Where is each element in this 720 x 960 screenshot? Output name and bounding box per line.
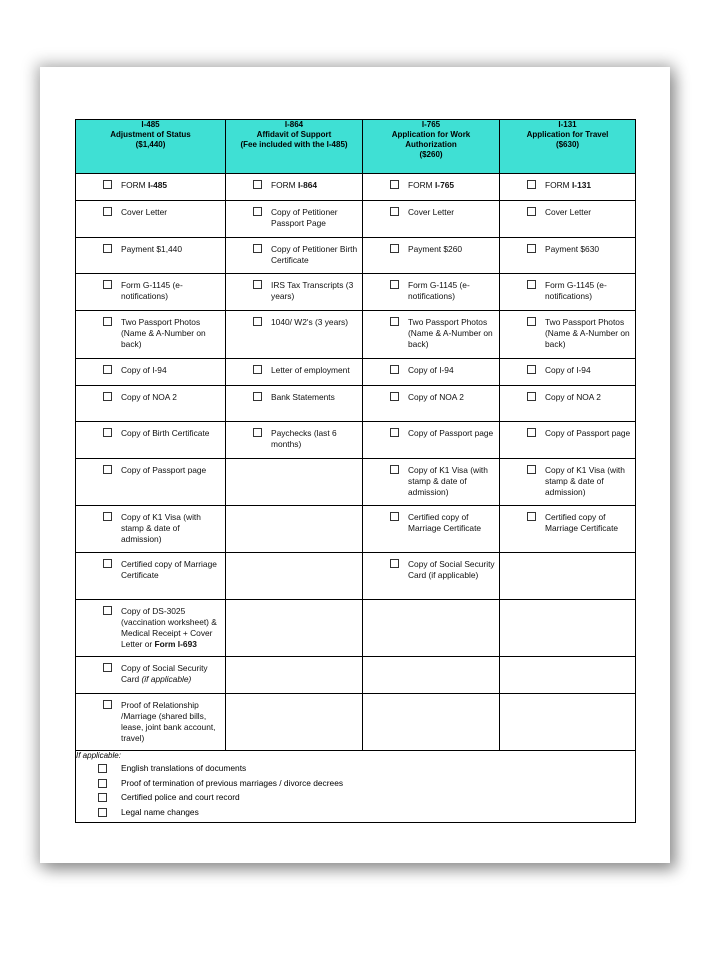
checklist-item (226, 274, 362, 302)
checklist-item (363, 274, 499, 302)
checkbox[interactable] (527, 512, 536, 521)
checkbox[interactable] (98, 808, 107, 817)
checklist-item (76, 201, 225, 218)
checklist-item (500, 422, 635, 439)
table-cell (226, 174, 363, 201)
checklist-item (226, 238, 362, 266)
table-cell (363, 201, 500, 238)
checklist-item-label: Copy of NOA 2 (408, 392, 464, 402)
checklist-item-label: Two Passport Photos (Name & A-Number on back) (545, 317, 630, 349)
checklist-item (363, 553, 499, 581)
checklist-item (76, 553, 225, 581)
checklist-item (363, 386, 499, 403)
table-row (76, 459, 636, 506)
checklist-item-label: Cover Letter (408, 207, 455, 217)
checklist-item-label: Letter of employment (271, 365, 350, 375)
checklist-table (75, 119, 636, 823)
table-cell (226, 422, 363, 459)
table-cell (76, 174, 226, 201)
column-header-line: Application for Travel (526, 130, 609, 139)
checklist-item (76, 311, 225, 350)
checkbox[interactable] (253, 280, 262, 289)
checklist-item (500, 311, 635, 350)
checklist-item-label: Certified copy of Marriage Certificate (408, 512, 482, 533)
table-cell (76, 274, 226, 311)
column-header-line: ($260) (419, 150, 443, 159)
checkbox[interactable] (390, 512, 399, 521)
checklist-item (76, 386, 225, 403)
checkbox[interactable] (390, 280, 399, 289)
checklist-item (76, 694, 225, 744)
table-cell (500, 459, 636, 506)
column-header-line: Authorization (405, 140, 457, 149)
checklist-item (226, 201, 362, 229)
table-cell (363, 359, 500, 386)
checklist-item-label: Two Passport Photos (Name & A-Number on back) (408, 317, 493, 349)
checklist-item (500, 459, 635, 498)
checkbox[interactable] (103, 512, 112, 521)
table-cell (500, 506, 636, 553)
table-cell (500, 422, 636, 459)
checkbox[interactable] (103, 365, 112, 374)
checkbox[interactable] (527, 180, 536, 189)
checklist-item (500, 359, 635, 376)
checkbox[interactable] (103, 180, 112, 189)
header-row (76, 120, 636, 174)
checkbox[interactable] (103, 606, 112, 615)
column-header-line: I-485 (141, 120, 160, 129)
if-applicable-section (76, 751, 636, 823)
checklist-item (363, 174, 499, 191)
checkbox[interactable] (527, 428, 536, 437)
checkbox[interactable] (253, 365, 262, 374)
table-cell (363, 694, 500, 751)
checklist-item (76, 274, 225, 302)
checkbox[interactable] (253, 428, 262, 437)
checklist-item-label: Copy of K1 Visa (with stamp & date of admission) (408, 465, 488, 497)
column-header-line: I-131 (558, 120, 577, 129)
checklist-item-label: FORM I-485 (121, 180, 168, 190)
checklist-item-label: Copy of I-94 (121, 365, 167, 375)
checklist-item-label: Copy of Passport page (545, 428, 631, 438)
table-cell (363, 386, 500, 422)
table-cell (363, 422, 500, 459)
column-header-line: Application for Work (391, 130, 471, 139)
checklist-item-label: Copy of K1 Visa (with stamp & date of admission) (121, 512, 201, 544)
checklist-item (226, 386, 362, 403)
table-cell (500, 386, 636, 422)
checkbox[interactable] (98, 764, 107, 773)
checklist-item (363, 359, 499, 376)
checkbox[interactable] (103, 280, 112, 289)
table-cell (363, 459, 500, 506)
checklist-item-label: Two Passport Photos (Name & A-Number on back) (121, 317, 206, 349)
table-cell (226, 386, 363, 422)
checklist-item-label: Copy of NOA 2 (121, 392, 177, 402)
checklist-item-label: Certified copy of Marriage Certificate (545, 512, 619, 533)
table-row (76, 359, 636, 386)
table-cell (500, 274, 636, 311)
checkbox[interactable] (527, 465, 536, 474)
checklist-item-label: Copy of NOA 2 (545, 392, 601, 402)
table-cell (76, 201, 226, 238)
checkbox[interactable] (527, 317, 536, 326)
checklist-item-label: Copy of Social Security Card (if applicable) (408, 559, 495, 580)
checklist-item-label: Bank Statements (271, 392, 335, 402)
checklist-item (363, 238, 499, 255)
column-header-2 (363, 120, 500, 174)
table-cell (363, 506, 500, 553)
checklist-item-label: Copy of I-94 (408, 365, 454, 375)
checklist-item (500, 201, 635, 218)
checkbox[interactable] (527, 244, 536, 253)
table-cell (500, 359, 636, 386)
checkbox[interactable] (390, 317, 399, 326)
checklist-item-label: IRS Tax Transcripts (3 years) (271, 280, 354, 301)
if-applicable-item (76, 763, 635, 778)
checkbox[interactable] (103, 392, 112, 401)
if-applicable-item-label: Certified police and court record (121, 792, 240, 803)
table-cell (226, 359, 363, 386)
table-cell (76, 459, 226, 506)
table-row (76, 553, 636, 600)
checklist-item (226, 311, 362, 328)
checklist-item-label: Copy of Petitioner Passport Page (271, 207, 338, 228)
checklist-item (76, 359, 225, 376)
checkbox[interactable] (390, 465, 399, 474)
checklist-item-label: Certified copy of Marriage Certificate (121, 559, 217, 580)
footer-row (76, 751, 636, 823)
checklist-item (76, 422, 225, 439)
column-header-line: ($1,440) (135, 140, 166, 149)
checkbox[interactable] (98, 779, 107, 788)
checklist-item (363, 459, 499, 498)
checkbox[interactable] (103, 244, 112, 253)
if-applicable-item-label: English translations of documents (121, 763, 247, 773)
table-cell (363, 657, 500, 694)
checklist-item (500, 274, 635, 302)
if-applicable-item-label: Legal name changes (121, 807, 199, 818)
table-row (76, 694, 636, 751)
if-applicable-item (76, 807, 635, 822)
checklist-item (226, 422, 362, 450)
column-header-line: ($630) (555, 140, 580, 149)
table-cell (76, 359, 226, 386)
checkbox[interactable] (103, 663, 112, 672)
checklist-item (500, 174, 635, 191)
checkbox[interactable] (103, 465, 112, 474)
checkbox[interactable] (527, 365, 536, 374)
table-cell (500, 657, 636, 694)
table-row (76, 657, 636, 694)
column-header-line: I-864 (284, 120, 304, 129)
checklist-item (363, 201, 499, 218)
if-applicable-item-label: Proof of termination of previous marriages / divorce decrees (121, 777, 344, 788)
column-header-1 (226, 120, 363, 174)
table-cell (363, 238, 500, 274)
checkbox[interactable] (103, 428, 112, 437)
checkbox[interactable] (390, 365, 399, 374)
table-cell (76, 238, 226, 274)
column-header-line: Adjustment of Status (110, 130, 191, 139)
table-cell (226, 311, 363, 359)
table-row (76, 386, 636, 422)
table-cell (76, 553, 226, 600)
checklist-item-label: Proof of Relationship /Marriage (shared bills, lease, joint bank account, travel) (121, 700, 216, 743)
checklist-item (363, 311, 499, 350)
checkbox[interactable] (98, 793, 107, 802)
checklist-item (76, 459, 225, 476)
checklist-item-label: Payment $630 (545, 244, 600, 254)
checklist-item-label: Copy of Birth Certificate (121, 428, 210, 438)
checklist-item (363, 422, 499, 439)
table-cell (500, 553, 636, 600)
table-cell (76, 386, 226, 422)
column-header-0 (76, 120, 226, 174)
checklist-item (76, 657, 225, 685)
table-cell (500, 311, 636, 359)
checklist-item-label: Copy of DS-3025 (vaccination worksheet) & Medical Receipt + Cover Letter or Form I-693 (121, 606, 217, 649)
if-applicable-note: If applicable: (76, 751, 121, 760)
table-cell (76, 506, 226, 553)
table-row (76, 506, 636, 553)
column-header-line: I-765 (421, 120, 441, 129)
checklist-item-label: Copy of Passport page (121, 465, 207, 475)
checkbox[interactable] (390, 392, 399, 401)
table-row (76, 238, 636, 274)
checkbox[interactable] (253, 207, 262, 216)
checklist-item-label: Copy of Petitioner Birth Certificate (271, 244, 358, 265)
table-cell (226, 600, 363, 657)
table-row (76, 422, 636, 459)
checkbox[interactable] (253, 180, 262, 189)
checkbox[interactable] (390, 180, 399, 189)
checklist-item-label: FORM I-765 (408, 180, 455, 190)
table-cell (76, 311, 226, 359)
table-cell (226, 694, 363, 751)
table-row (76, 174, 636, 201)
checklist-item-label: Form G-1145 (e-notifications) (545, 280, 607, 301)
table-cell (76, 694, 226, 751)
checkbox[interactable] (390, 244, 399, 253)
table-cell (500, 174, 636, 201)
checkbox[interactable] (527, 280, 536, 289)
checklist-item-label: FORM I-864 (271, 180, 318, 190)
table-cell (226, 553, 363, 600)
table-cell (363, 174, 500, 201)
table-row (76, 600, 636, 657)
checkbox[interactable] (103, 700, 112, 709)
table-row (76, 201, 636, 238)
checklist-item-label: Paychecks (last 6 months) (271, 428, 337, 449)
checklist-item-label: Payment $260 (408, 244, 463, 254)
checkbox[interactable] (390, 559, 399, 568)
column-header-line: Affidavit of Support (256, 130, 332, 139)
table-cell (226, 274, 363, 311)
table-cell (226, 201, 363, 238)
checklist-item-label: Form G-1145 (e-notifications) (408, 280, 470, 301)
checklist-item-label: FORM I-131 (545, 180, 592, 190)
checklist-item (76, 174, 225, 191)
checklist-item (76, 506, 225, 545)
checklist-item (363, 506, 499, 534)
checklist-item-label: Cover Letter (545, 207, 592, 217)
checkbox[interactable] (527, 207, 536, 216)
table-cell (500, 600, 636, 657)
checkbox[interactable] (103, 317, 112, 326)
table-cell (500, 694, 636, 751)
table-cell (363, 600, 500, 657)
table-cell (363, 274, 500, 311)
checklist-item (226, 359, 362, 376)
checklist-item-label: Copy of Passport page (408, 428, 494, 438)
checklist-item (226, 174, 362, 191)
checklist-item-label: Copy of Social Security Card (if applicable) (121, 663, 208, 684)
checklist-item-label: Copy of I-94 (545, 365, 591, 375)
column-header-line: (Fee included with the I-485) (240, 140, 348, 149)
if-applicable-item (76, 792, 635, 807)
checklist-item-label: Form G-1145 (e-notifications) (121, 280, 183, 301)
checklist-item (500, 506, 635, 534)
table-row (76, 311, 636, 359)
checkbox[interactable] (253, 392, 262, 401)
checkbox[interactable] (390, 207, 399, 216)
checklist-item (76, 238, 225, 255)
table-row (76, 274, 636, 311)
checklist-item (500, 386, 635, 403)
checkbox[interactable] (390, 428, 399, 437)
table-cell (226, 657, 363, 694)
table-cell (500, 238, 636, 274)
checkbox[interactable] (527, 392, 536, 401)
checklist-item (76, 600, 225, 650)
table-cell (226, 459, 363, 506)
checkbox[interactable] (253, 317, 262, 326)
checklist-item (500, 238, 635, 255)
table-cell (500, 201, 636, 238)
checklist-item-label: Cover Letter (121, 207, 168, 217)
table-cell (363, 553, 500, 600)
table-cell (226, 238, 363, 274)
if-applicable-item (76, 778, 635, 793)
table-cell (226, 506, 363, 553)
checkbox[interactable] (253, 244, 262, 253)
checklist-item-label: Copy of K1 Visa (with stamp & date of admission) (545, 465, 625, 497)
column-header-3 (500, 120, 636, 174)
checkbox[interactable] (103, 207, 112, 216)
table-cell (363, 311, 500, 359)
checklist-item-label: Payment $1,440 (121, 244, 182, 254)
checkbox[interactable] (103, 559, 112, 568)
table-cell (76, 657, 226, 694)
checklist-item-label: 1040/ W2's (3 years) (271, 317, 349, 327)
table-cell (76, 422, 226, 459)
table-cell (76, 600, 226, 657)
